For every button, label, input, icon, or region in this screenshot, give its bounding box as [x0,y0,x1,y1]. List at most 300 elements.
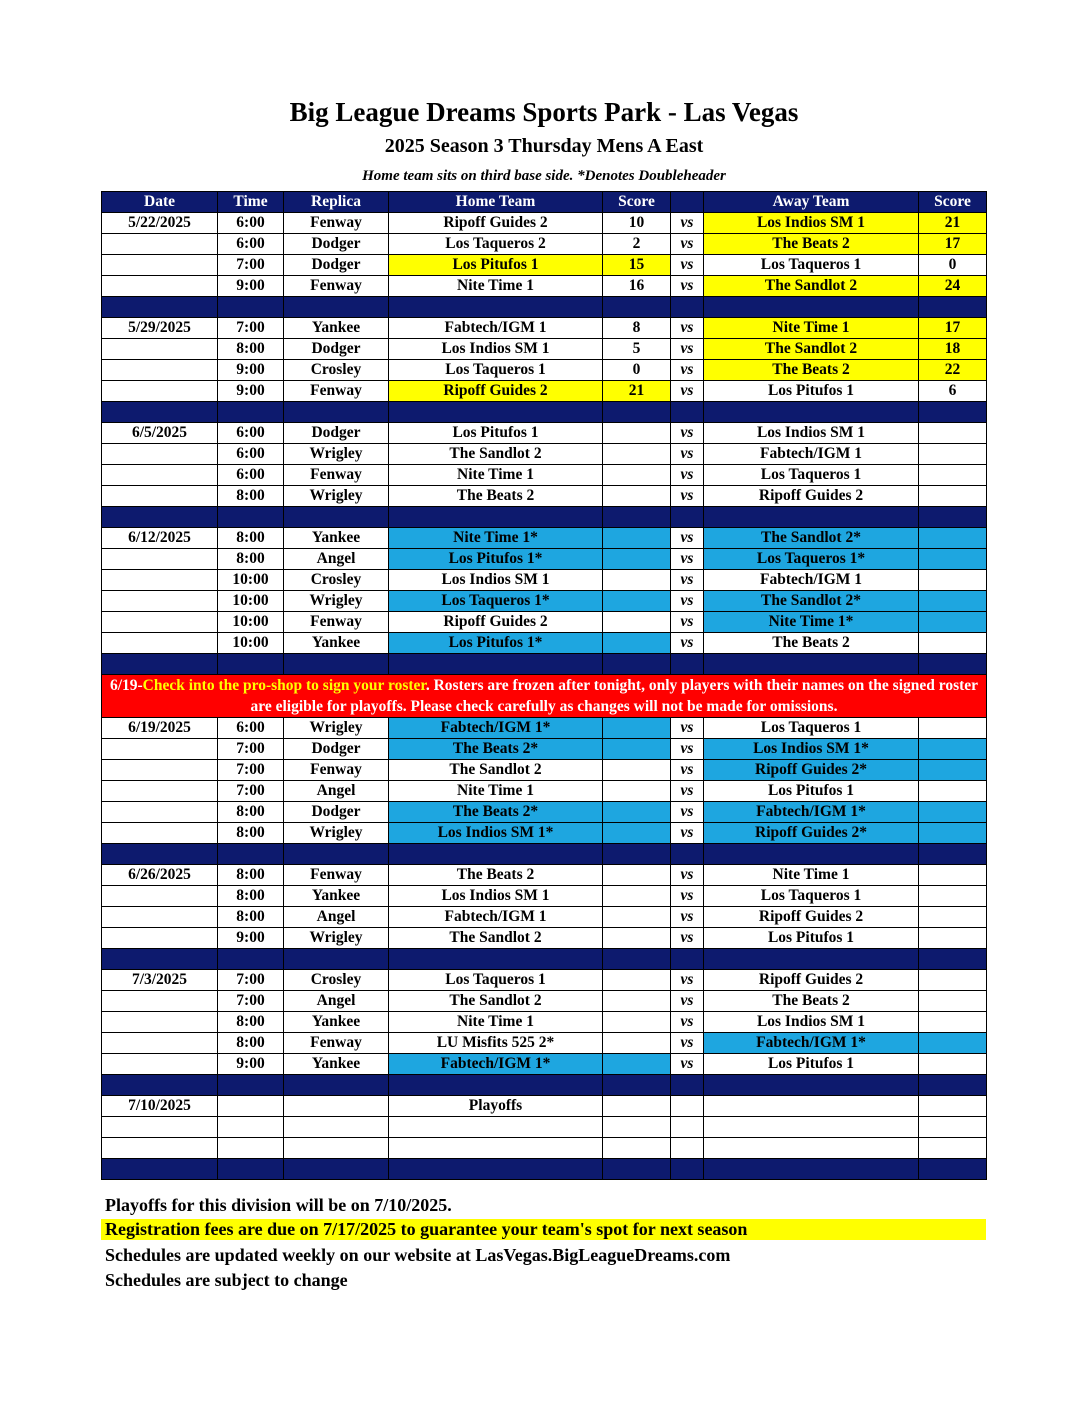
table-row [102,360,987,381]
away-team: Los Indios SM 1 [704,213,919,234]
away-team: Ripoff Guides 2 [704,486,919,507]
away-score [919,444,987,465]
game-field: Fenway [284,865,389,886]
game-time: 6:00 [218,423,284,444]
game-date [102,928,218,949]
table-row [102,444,987,465]
vs-label: vs [671,570,704,591]
home-score [603,781,671,802]
game-date [102,339,218,360]
game-field [284,1138,389,1159]
separator-cell [102,654,218,675]
away-score [919,991,987,1012]
vs-label: vs [671,781,704,802]
vs-label: vs [671,739,704,760]
separator-cell [284,654,389,675]
table-row [102,1096,987,1117]
game-time [218,1138,284,1159]
away-team: Los Taqueros 1 [704,255,919,276]
separator-cell [704,1159,919,1180]
vs-label: vs [671,865,704,886]
separator-row [102,1075,987,1096]
away-team: Ripoff Guides 2 [704,970,919,991]
home-team: Los Pitufos 1* [389,633,603,654]
away-team: Ripoff Guides 2* [704,760,919,781]
vs-label [671,1096,704,1117]
vs-label: vs [671,760,704,781]
home-score [603,760,671,781]
away-team: Los Pitufos 1 [704,381,919,402]
away-score [919,823,987,844]
separator-cell [389,844,603,865]
table-row [102,907,987,928]
game-field: Dodger [284,739,389,760]
home-score [603,886,671,907]
away-team: Los Indios SM 1* [704,739,919,760]
game-time [218,1096,284,1117]
vs-label: vs [671,549,704,570]
game-time: 9:00 [218,276,284,297]
game-date [102,739,218,760]
footer-registration-note: Registration fees are due on 7/17/2025 to guarantee your team's spot for next season [101,1219,986,1240]
col-header-home-team: Home Team [389,192,603,213]
game-time: 6:00 [218,234,284,255]
game-field: Wrigley [284,486,389,507]
separator-cell [919,1159,987,1180]
separator-cell [704,297,919,318]
away-score [919,1138,987,1159]
game-field [284,1096,389,1117]
separator-cell [671,654,704,675]
game-date: 6/19/2025 [102,718,218,739]
separator-cell [671,844,704,865]
separator-cell [671,507,704,528]
vs-label: vs [671,907,704,928]
vs-label: vs [671,928,704,949]
away-team: Fabtech/IGM 1* [704,1033,919,1054]
table-row [102,570,987,591]
away-score [919,1054,987,1075]
game-date [102,907,218,928]
separator-cell [671,949,704,970]
away-score [919,781,987,802]
game-date [102,802,218,823]
vs-label: vs [671,991,704,1012]
home-team [389,1117,603,1138]
home-team: Playoffs [389,1096,603,1117]
separator-cell [102,507,218,528]
home-score [603,633,671,654]
away-score: 17 [919,318,987,339]
separator-cell [284,1075,389,1096]
vs-label: vs [671,234,704,255]
schedule-table [101,191,987,1180]
game-date [102,276,218,297]
away-team: The Sandlot 2* [704,528,919,549]
away-team: Los Pitufos 1 [704,781,919,802]
separator-cell [919,654,987,675]
separator-row [102,1159,987,1180]
away-score [919,865,987,886]
away-score: 0 [919,255,987,276]
table-row [102,1012,987,1033]
table-row [102,865,987,886]
home-team: Fabtech/IGM 1* [389,1054,603,1075]
notice-text: . Rosters are frozen after tonight, only players with their names on the signed roster are eligible for playoffs. Please check carefully as changes will not be made for omissions. [250,677,979,715]
home-score [603,1117,671,1138]
game-time [218,1117,284,1138]
home-team: Los Pitufos 1 [389,423,603,444]
game-time: 7:00 [218,781,284,802]
vs-label: vs [671,213,704,234]
separator-cell [389,654,603,675]
home-team: The Sandlot 2 [389,760,603,781]
away-score [919,802,987,823]
home-team: The Beats 2 [389,486,603,507]
vs-label: vs [671,528,704,549]
home-team: The Sandlot 2 [389,444,603,465]
game-field: Dodger [284,234,389,255]
game-time: 8:00 [218,528,284,549]
separator-cell [284,402,389,423]
game-field: Wrigley [284,444,389,465]
away-team [704,1138,919,1159]
table-row [102,718,987,739]
separator-cell [218,844,284,865]
game-date: 7/3/2025 [102,970,218,991]
away-score: 21 [919,213,987,234]
vs-label: vs [671,360,704,381]
vs-label: vs [671,718,704,739]
table-row [102,213,987,234]
vs-label: vs [671,802,704,823]
game-field: Angel [284,991,389,1012]
vs-label [671,1138,704,1159]
game-field: Dodger [284,255,389,276]
game-field: Fenway [284,760,389,781]
schedule-note: Home team sits on third base side. *Denotes Doubleheader [362,168,726,184]
away-score [919,907,987,928]
game-date [102,255,218,276]
game-field: Yankee [284,1054,389,1075]
vs-label: vs [671,465,704,486]
table-row [102,970,987,991]
game-date: 6/26/2025 [102,865,218,886]
away-team: Nite Time 1 [704,865,919,886]
table-row [102,760,987,781]
table-row [102,528,987,549]
game-field: Yankee [284,318,389,339]
home-team: Nite Time 1 [389,1012,603,1033]
home-score [603,907,671,928]
vs-label: vs [671,823,704,844]
game-time: 7:00 [218,318,284,339]
separator-cell [919,297,987,318]
home-score: 10 [603,213,671,234]
table-row [102,1033,987,1054]
separator-cell [389,297,603,318]
table-row [102,465,987,486]
game-date [102,486,218,507]
home-team [389,1138,603,1159]
game-time: 7:00 [218,991,284,1012]
vs-label: vs [671,1054,704,1075]
separator-cell [284,507,389,528]
game-date [102,381,218,402]
game-time: 9:00 [218,360,284,381]
home-score: 15 [603,255,671,276]
home-score: 21 [603,381,671,402]
away-score: 22 [919,360,987,381]
separator-cell [389,1159,603,1180]
game-time: 8:00 [218,1012,284,1033]
separator-cell [919,507,987,528]
game-field: Yankee [284,886,389,907]
separator-cell [102,1159,218,1180]
roster-notice [102,675,987,718]
away-team: Ripoff Guides 2 [704,907,919,928]
game-field: Yankee [284,528,389,549]
separator-cell [218,1159,284,1180]
away-team: Los Indios SM 1 [704,1012,919,1033]
home-team: Nite Time 1 [389,781,603,802]
game-time: 9:00 [218,381,284,402]
away-score [919,423,987,444]
away-team: Nite Time 1 [704,318,919,339]
away-team: The Beats 2 [704,991,919,1012]
game-date [102,1012,218,1033]
away-team: The Beats 2 [704,633,919,654]
away-score [919,612,987,633]
game-time: 10:00 [218,633,284,654]
separator-cell [218,1075,284,1096]
notice-highlight: Check into the pro-shop to sign your roster [142,677,426,694]
game-time: 6:00 [218,444,284,465]
away-team: Los Taqueros 1 [704,718,919,739]
game-time: 8:00 [218,549,284,570]
vs-label: vs [671,444,704,465]
home-team: Los Taqueros 1* [389,591,603,612]
game-field: Yankee [284,1012,389,1033]
home-team: Los Pitufos 1 [389,255,603,276]
separator-cell [919,402,987,423]
away-score [919,970,987,991]
game-time: 8:00 [218,1033,284,1054]
table-row [102,318,987,339]
home-score: 0 [603,360,671,381]
game-date: 6/5/2025 [102,423,218,444]
game-field: Fenway [284,612,389,633]
home-team: Los Taqueros 2 [389,234,603,255]
game-date [102,1033,218,1054]
separator-cell [218,402,284,423]
separator-cell [218,949,284,970]
away-team: Los Taqueros 1 [704,886,919,907]
home-score [603,718,671,739]
away-score [919,549,987,570]
game-field: Dodger [284,423,389,444]
footer-change-note: Schedules are subject to change [105,1270,348,1290]
game-field: Crosley [284,970,389,991]
separator-cell [603,297,671,318]
table-row [102,802,987,823]
col-header-vs [671,192,704,213]
game-field: Wrigley [284,718,389,739]
game-date [102,591,218,612]
separator-cell [603,1159,671,1180]
game-field: Wrigley [284,928,389,949]
separator-cell [389,402,603,423]
vs-label: vs [671,318,704,339]
home-score [603,1054,671,1075]
game-time: 7:00 [218,739,284,760]
home-score [603,423,671,444]
vs-label: vs [671,486,704,507]
game-time: 10:00 [218,612,284,633]
game-time: 8:00 [218,865,284,886]
away-team [704,1117,919,1138]
home-score [603,528,671,549]
vs-label: vs [671,255,704,276]
vs-label: vs [671,1033,704,1054]
table-row [102,255,987,276]
away-score: 6 [919,381,987,402]
game-time: 8:00 [218,823,284,844]
home-score [603,928,671,949]
separator-cell [218,507,284,528]
vs-label: vs [671,339,704,360]
separator-cell [284,1159,389,1180]
table-row [102,612,987,633]
separator-cell [704,1075,919,1096]
game-field: Dodger [284,802,389,823]
table-row [102,549,987,570]
table-row [102,928,987,949]
home-team: Nite Time 1 [389,465,603,486]
separator-cell [603,844,671,865]
home-score [603,739,671,760]
game-field: Crosley [284,360,389,381]
home-team: Nite Time 1* [389,528,603,549]
home-score [603,1138,671,1159]
separator-cell [102,844,218,865]
away-team: The Sandlot 2* [704,591,919,612]
home-score: 8 [603,318,671,339]
notice-date: 6/19- [109,677,143,694]
away-team: Los Taqueros 1 [704,465,919,486]
home-team: Los Taqueros 1 [389,360,603,381]
game-date: 5/29/2025 [102,318,218,339]
game-date [102,570,218,591]
home-score [603,802,671,823]
home-team: Los Indios SM 1 [389,339,603,360]
away-team: Fabtech/IGM 1 [704,570,919,591]
game-field: Fenway [284,465,389,486]
separator-cell [218,297,284,318]
table-row [102,234,987,255]
home-score [603,1033,671,1054]
game-time: 8:00 [218,486,284,507]
game-field [284,1117,389,1138]
separator-cell [671,297,704,318]
game-date [102,465,218,486]
game-time: 8:00 [218,886,284,907]
home-score [603,486,671,507]
vs-label [671,1117,704,1138]
game-date [102,781,218,802]
vs-label: vs [671,970,704,991]
separator-row [102,507,987,528]
table-row [102,339,987,360]
home-team: The Sandlot 2 [389,928,603,949]
table-row [102,276,987,297]
vs-label: vs [671,1012,704,1033]
table-header-row [102,192,987,213]
separator-cell [102,297,218,318]
table-row [102,381,987,402]
separator-cell [603,949,671,970]
away-team: Los Pitufos 1 [704,928,919,949]
away-score [919,591,987,612]
game-date [102,991,218,1012]
game-field: Crosley [284,570,389,591]
away-team: Ripoff Guides 2* [704,823,919,844]
separator-cell [919,1075,987,1096]
col-header-away-team: Away Team [704,192,919,213]
game-date [102,612,218,633]
home-team: Nite Time 1 [389,276,603,297]
vs-label: vs [671,276,704,297]
away-score [919,528,987,549]
home-score [603,591,671,612]
away-team: Los Pitufos 1 [704,1054,919,1075]
away-team: Los Taqueros 1* [704,549,919,570]
table-row [102,991,987,1012]
game-date: 5/22/2025 [102,213,218,234]
vs-label: vs [671,423,704,444]
game-time: 8:00 [218,802,284,823]
away-score: 17 [919,234,987,255]
home-team: Los Indios SM 1 [389,886,603,907]
game-time: 8:00 [218,907,284,928]
game-field: Angel [284,549,389,570]
game-date [102,1138,218,1159]
home-score [603,570,671,591]
home-team: Fabtech/IGM 1 [389,318,603,339]
game-date [102,444,218,465]
game-date [102,760,218,781]
col-header-away-score: Score [919,192,987,213]
footer-website-note: Schedules are updated weekly on our website at LasVegas.BigLeagueDreams.com [105,1245,731,1265]
game-date [102,360,218,381]
home-team: Los Pitufos 1* [389,549,603,570]
away-score [919,928,987,949]
page-subtitle: 2025 Season 3 Thursday Mens A East [384,135,704,157]
separator-cell [284,949,389,970]
away-score [919,739,987,760]
table-row [102,591,987,612]
separator-cell [671,1159,704,1180]
game-time: 6:00 [218,213,284,234]
game-field: Fenway [284,213,389,234]
col-header-time: Time [218,192,284,213]
game-date [102,886,218,907]
separator-row [102,297,987,318]
separator-cell [704,402,919,423]
separator-cell [704,654,919,675]
away-team: The Sandlot 2 [704,276,919,297]
separator-cell [919,844,987,865]
